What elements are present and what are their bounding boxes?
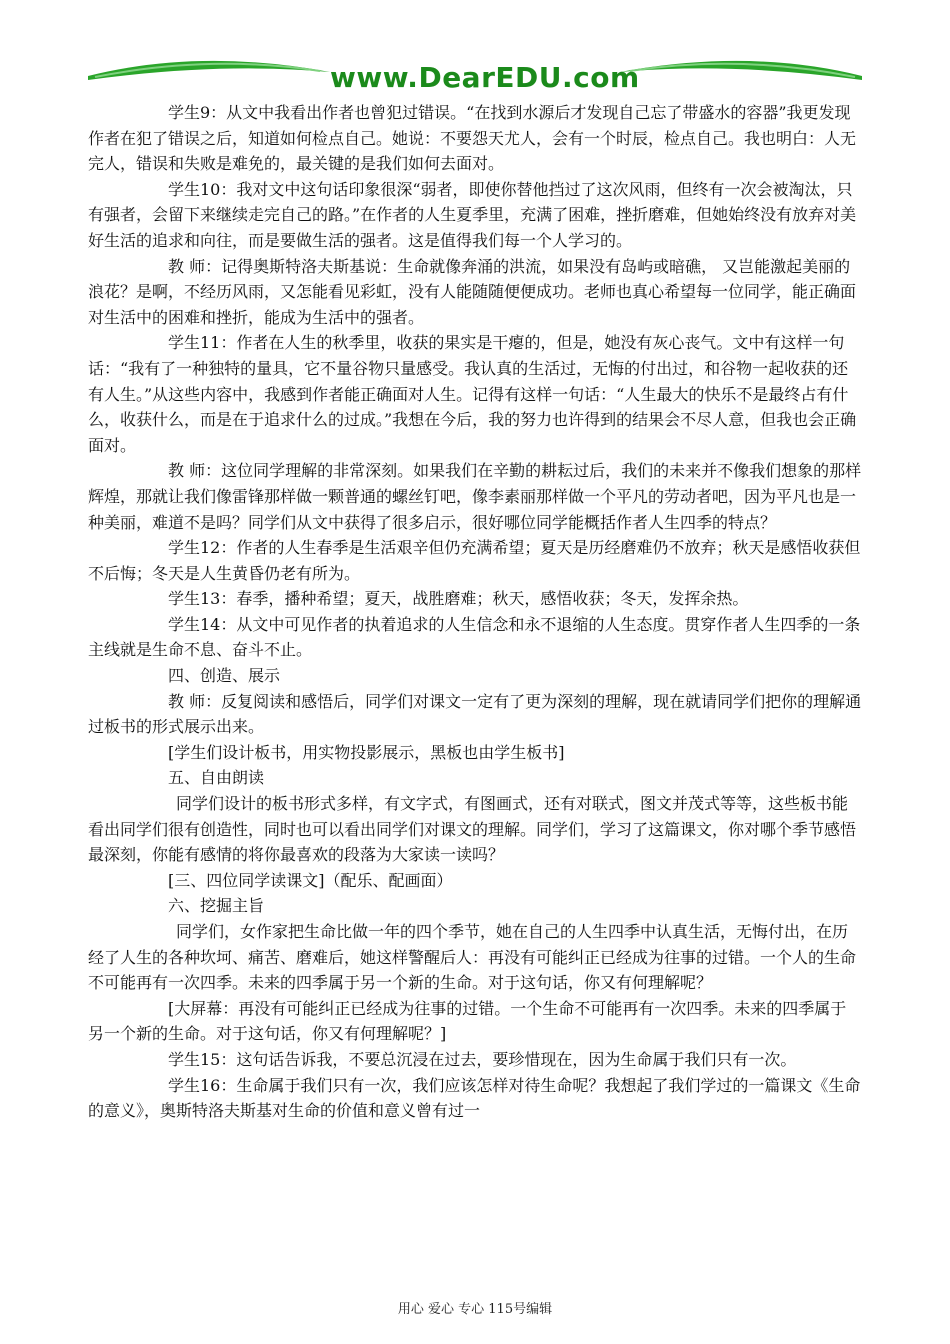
paragraph: 学生10：我对文中这句话印象很深“弱者，即使你替他挡过了这次风雨，但终有一次会被淘汰，只有强者，会留下来继续走完自己的路。”在作者的人生夏季里，充满了困难，挫折磨难，但她始终没有放弃对美好生活的追求和向往，而是要做生活的强者。这是值得我们每一个人学习的。 [88,179,857,250]
paragraph: 六、挖掘主旨 [168,896,265,916]
paragraph: 学生12：作者的人生春季是生活艰辛但仍充满希望；夏天是历经磨难仍不放弃；秋天是感悟收获但不后悔；冬天是人生黄昏仍老有所为。 [88,538,861,583]
paragraph: 五、自由朗读 [168,768,265,788]
paragraph: 学生15：这句话告诉我，不要总沉浸在过去，要珍惜现在，因为生命属于我们只有一次。 [168,1049,797,1069]
paragraph: 学生13：春季，播种希望；夏天，战胜磨难；秋天，感悟收获；冬天，发挥余热。 [168,589,749,609]
paragraph: 学生14：从文中可见作者的执着追求的人生信念和永不退缩的人生态度。贯穿作者人生四季的一条主线就是生命不息、奋斗不止。 [88,614,861,660]
page-footer: 用心 爱心 专心 115号编辑 [397,1302,553,1317]
paragraph: 同学们设计的板书形式多样，有文字式，有图画式，还有对联式，图文并茂式等等，这些板书能看出同学们很有创造性，同时也可以看出同学们对课文的理解。同学们，学习了这篇课文，你对哪个季节感悟最深刻，你能有感情的将你最喜欢的段落为大家读一读吗？ [88,794,857,865]
paragraph: [大屏幕：再没有可能纠正已经成为往事的过错。一个生命不可能再有一次四季。未来的四季属于另一个新的生命。对于这句话，你又有何理解呢？] [88,998,847,1044]
paragraph: 学生9：从文中我看出作者也曾犯过错误。“在找到水源后才发现自己忘了带盛水的容器”我更发现作者在犯了错误之后，知道如何检点自己。她说：不要怨天尤人，会有一个时辰，检点自己。我也明白：人无完人，错误和失败是难免的，最关键的是我们如何去面对。 [88,103,857,174]
paragraph: 学生11：作者在人生的秋季里，收获的果实是干瘪的，但是，她没有灰心丧气。文中有这样一句话：“我有了一种独特的量具，它不量谷物只量感受。我认真的生活过，无悔的付出过，和谷物一起收获的还有人生。”从这些内容中，我感到作者能正确面对人生。记得有这样一句话：“人生最大的快乐不是最终占有什么，收获什么，而是在于追求什么的过成。”我想在今后，我的努力也许得到的结果会不尽人意，但我也会正确面对。 [88,333,857,455]
paragraph: 学生16：生命属于我们只有一次，我们应该怎样对待生命呢？我想起了我们学过的一篇课文《生命的意义》，奥斯特洛夫斯基对生命的价值和意义曾有过一 [88,1075,861,1121]
paragraph: 教 师：记得奥斯特洛夫斯基说：生命就像奔涌的洪流，如果没有岛屿或暗礁， 又岂能激起美丽的浪花？是啊，不经历风雨，又怎能看见彩虹，没有人能随随便便成功。老师也真心希望每一位同学，能正确面对生活中的困难和挫折，能成为生活中的强者。 [88,256,857,327]
paragraph: 四、创造、展示 [168,666,281,686]
document-body [88,100,862,1124]
site-logo: www.DearEDU.com [330,61,640,94]
paragraph: 教 师：这位同学理解的非常深刻。如果我们在辛勤的耕耘过后，我们的未来并不像我们想象的那样辉煌，那就让我们像雷锋那样做一颗普通的螺丝钉吧，像李素丽那样做一个平凡的劳动者吧，因为平凡也是一种美丽，难道不是吗？同学们从文中获得了很多启示，很好哪位同学能概括作者人生四季的特点？ [88,461,862,532]
paragraph: 教 师：反复阅读和感悟后，同学们对课文一定有了更为深刻的理解，现在就请同学们把你的理解通过板书的形式展示出来。 [88,691,862,737]
paragraph: 同学们，女作家把生命比做一年的四个季节，她在自己的人生四季中认真生活，无悔付出，在历经了人生的各种坎坷、痛苦、磨难后，她这样警醒后人：再没有可能纠正已经成为往事的过错。一个人的生命不可能再有一次四季。未来的四季属于另一个新的生命。对于这句话，你又有何理解呢？ [88,922,857,993]
paragraph: [三、四位同学读课文]（配乐、配画面） [168,870,453,890]
paragraph: [学生们设计板书，用实物投影展示，黑板也由学生板书] [168,742,565,762]
